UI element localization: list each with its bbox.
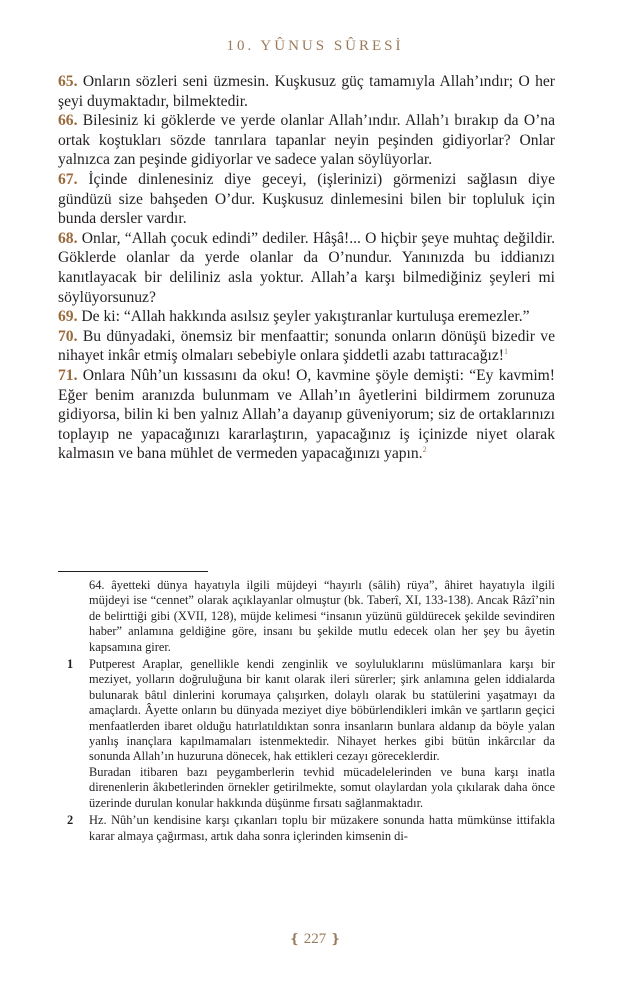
verse-69	[58, 307, 555, 327]
verse-text: De ki: “Allah hakkında asılsız şeyler yakıştıranlar kurtuluşa eremezler.”	[81, 308, 530, 326]
verse-65	[58, 72, 555, 111]
footnote-paragraph: Putperest Araplar, genellikle kendi zenginlik ve soyluluklarını müslümanlara karşı bir meziyet, yolların doğruluğuna bir kanıt olarak ileri sürerler; şirk anlamına gelen iddialarda bulunarak bâtıl dinlerini korumaya çalışırken, dolaylı olarak bu statülerini yaşatmayı da amaçlardı. Âyette onların bu dünyada meziyet diye böbürlendikleri imkân ve şartların geçici menfaatlerden ibaret olduğu hatırlatıldıktan sonra insanların bunlara aldanıp da böyle yalan yanlış inançlara kapılmamaları istenmektedir. Nihayet herkes gibi bütün inkârcılar da sonunda Allah’ın huzuruna dönecek, hak ettikleri cezayı göreceklerdir.	[89, 657, 555, 764]
verse-number: 67.	[58, 170, 78, 188]
verse-number: 66.	[58, 112, 78, 130]
footnote-2	[58, 813, 555, 844]
footnote-1	[58, 657, 555, 811]
footnote-paragraph: Hz. Nûh’un kendisine karşı çıkanları toplu bir müzakere sonunda hatta mümkünse ittifakla karar almaya çağırması, artık daha sonra içlerinden kimsenin di-	[89, 813, 555, 843]
footnote-mark: 1	[67, 657, 74, 672]
verse-text: Bilesiniz ki göklerde ve yerde olanlar Allah’ındır. Allah’ı bırakıp da O’na ortak koştukları sözde tanrılara tapanlar neyin peşinden gidiyorlar? Onlar yalnızca zan peşinde gidiyorlar ve sadece yalan söylüyorlar.	[58, 112, 555, 169]
verse-66	[58, 111, 555, 170]
verse-text: Onlara Nûh’un kıssasını da oku! O, kavmine şöyle demişti: “Ey kavmim! Eğer benim aranızda bulunmam ve Allah’ın âyetlerini bildirmem zorunuza gidiyorsa, bilin ki ben yalnız Allah’a dayanıp güveniyorum; siz de ortaklarınızı toplayıp ne yapacağınızı kararlaştırın, yapacağınız iş içinizde niyet olarak kalmasın ve bana mühlet de vermeden yapacağınızı yapın.	[58, 366, 555, 463]
footnote-mark: 2	[67, 813, 74, 828]
verse-number: 65.	[58, 73, 78, 90]
verse-block	[58, 72, 555, 464]
left-ornament-icon: ❴	[289, 931, 300, 946]
footnote-continuation	[58, 578, 555, 655]
verse-number: 70.	[58, 327, 78, 345]
verse-70	[58, 327, 555, 366]
footnote-divider	[58, 571, 208, 572]
right-ornament-icon: ❵	[330, 931, 341, 946]
verse-68	[58, 229, 555, 307]
verse-text: İçinde dinlenesiniz diye geceyi, (işlerinizi) görmenizi sağlasın diye gündüzü size bahşeden O’dur. Kuşkusuz dinlemesini bilen bir topluluk için bunda dersler vardır.	[58, 170, 555, 228]
footnote-paragraph: Buradan itibaren bazı peygamberlerin tevhid mücadelelerinden ve buna karşı inatla direnenlerin âkıbetlerinden örnekler getirilmekte, somut olaylardan yola çıkılarak daha önce üzerinde durulan konular hakkında düşünme fırsatı sağlanmaktadır.	[89, 764, 555, 810]
footnote-ref[interactable]: 1	[503, 347, 508, 357]
verse-text: Onların sözleri seni üzmesin. Kuşkusuz güç tamamıyla Allah’ındır; O her şeyi duymaktadır, bilmektedir.	[58, 73, 555, 110]
verse-71	[58, 366, 555, 464]
verse-text: Onlar, “Allah çocuk edindi” dediler. Hâşâ!... O hiçbir şeye muhtaç değildir. Göklerde olanlar da yerde olanlar da O’nundur. Yanınızda bu iddianızı kanıtlayacak bir deliliniz asla yoktur. Allah’a karşı bilmediğiniz şeyleri mi söylüyorsunuz?	[58, 229, 555, 306]
verse-number: 69.	[58, 308, 78, 326]
footnote-ref[interactable]: 2	[422, 445, 427, 455]
footnote-paragraph: 64. âyetteki dünya hayatıyla ilgili müjdeyi “hayırlı (sâlih) rüya”, âhiret hayatıyla ilgili müjdeyi ise “cennet” olarak açıklayanlar olmuştur (bk. Taberî, XI, 133-138). Ancak Râzî’nin de belirttiği gibi (XVII, 128), müjde kelimesi “insanın yüzünü güldürecek şekilde sevindiren haber” anlamına geldiğine göre, insanı bu şekilde mutlu edecek olan her şey bu âyetin kapsamına girer.	[89, 578, 555, 654]
footnotes	[58, 578, 555, 846]
running-header: 10. YÛNUS SÛRESİ	[226, 38, 404, 54]
verse-67	[58, 170, 555, 229]
page-folio	[0, 931, 630, 948]
verse-text: Bu dünyadaki, önemsiz bir menfaattir; sonunda onların dönüşü bizedir ve nihayet inkâr etmiş olmaları sebebiyle onlara şiddetli azabı tattıracağız!	[58, 327, 555, 365]
verse-number: 71.	[58, 366, 78, 384]
page-number: 227	[303, 931, 327, 947]
verse-number: 68.	[58, 229, 78, 247]
